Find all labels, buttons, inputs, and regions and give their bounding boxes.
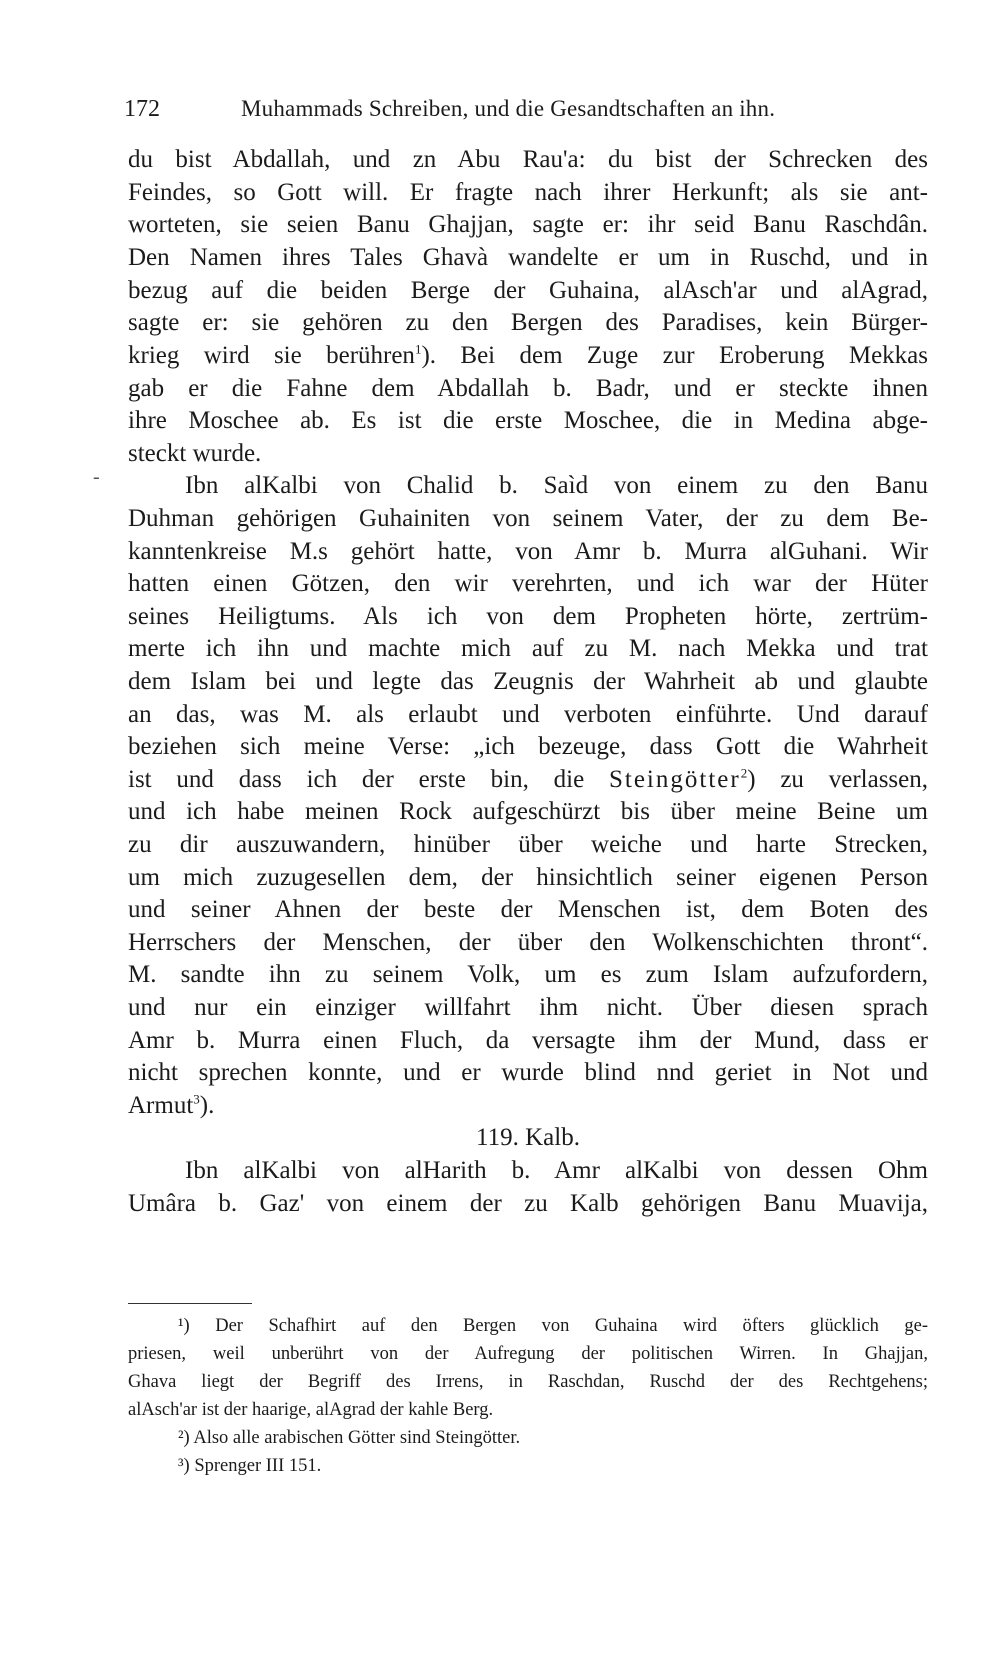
footnote-ref: 3 — [193, 1091, 200, 1107]
text-line: zu dir auszuwandern, hinüber über weiche und harte Strecken, — [128, 831, 928, 858]
text-line: worteten, sie seien Banu Ghajjan, sagte er: ihr seid Banu Raschdân. — [128, 211, 928, 238]
text-line: bezug auf die beiden Berge der Guhaina, alAsch'ar und alAgrad, — [128, 277, 928, 304]
text-line: nicht sprechen konnte, und er wurde blind nnd geriet in Not und — [128, 1059, 928, 1086]
text-segment: ist und dass ich der erste bin, die — [128, 766, 585, 793]
text-line: merte ich ihn und machte mich auf zu M. nach Mekka und trat — [128, 635, 928, 662]
text-line: Amr b. Murra einen Fluch, da versagte ihm der Mund, dass er — [128, 1027, 928, 1054]
footnote-mark: ³) — [178, 1456, 190, 1476]
text-line: kanntenkreise M.s gehört hatte, von Amr b. Murra alGuhani. Wir — [128, 538, 928, 565]
page-number: 172 — [124, 96, 160, 122]
text-segment: ). Bei dem Zuge zur Eroberung Mekkas — [421, 342, 928, 369]
text-line: du bist Abdallah, und zn Abu Rau'a: du bist der Schrecken des — [128, 146, 928, 173]
section-heading: 119. Kalb. — [476, 1124, 580, 1151]
text-line: Den Namen ihres Tales Ghavà wandelte er um in Ruschd, und in — [128, 244, 928, 271]
running-head: Muhammads Schreiben, und die Gesandtschaften an ihn. — [241, 96, 776, 121]
text-line: gab er die Fahne dem Abdallah b. Badr, und er steckte ihnen — [128, 375, 928, 402]
text-line: an das, was M. als erlaubt und verboten einführte. Und darauf — [128, 701, 928, 728]
footnote-mark: ²) — [178, 1428, 190, 1448]
footnote-text: Sprenger III 151. — [194, 1456, 322, 1476]
page-header — [124, 92, 880, 126]
text-line: Herrschers der Menschen, der über den Wolkenschichten thront“. — [128, 929, 928, 956]
text-line: dem Islam bei und legte das Zeugnis der Wahrheit ab und glaubte — [128, 668, 928, 695]
text-line — [128, 1089, 928, 1123]
text-line: und nur ein einziger willfahrt ihm nicht. Über diesen sprach — [128, 994, 928, 1021]
footnote-text: Also alle arabischen Götter sind Steingötter. — [193, 1428, 521, 1448]
text-line — [128, 339, 928, 373]
text-line: um mich zuzugesellen dem, der hinsichtlich seiner eigenen Person — [128, 864, 928, 891]
text-line: seines Heiligtums. Als ich von dem Propheten hörte, zertrüm- — [128, 603, 928, 630]
footnote-mark: ¹) — [178, 1316, 190, 1336]
text-line: und seiner Ahnen der beste der Menschen ist, dem Boten des — [128, 896, 928, 923]
footnote-line: priesen, weil unberührt von der Aufregung der politischen Wirren. In Ghajjan, — [128, 1344, 928, 1364]
text-line: ihre Moschee ab. Es ist die erste Moschee, die in Medina abge- — [128, 407, 928, 434]
text-segment: Armut — [128, 1092, 194, 1119]
text-line: Duhman gehörigen Guhainiten von seinem Vater, der zu dem Be- — [128, 505, 928, 532]
text-line: Ibn alKalbi von Chalid b. Saìd von einem zu den Banu — [185, 472, 928, 499]
text-segment: krieg wird sie berühren — [128, 342, 415, 369]
text-line: sagte er: sie gehören zu den Bergen des Paradises, kein Bürger- — [128, 309, 928, 336]
footnote-ref: 2 — [740, 765, 748, 781]
footnote-line — [178, 1452, 928, 1480]
footnote-line — [178, 1312, 928, 1340]
text-line — [128, 763, 928, 797]
margin-mark: - — [93, 466, 100, 488]
text-line: und ich habe meinen Rock aufgeschürzt bis über meine Beine um — [128, 798, 928, 825]
text-line: Ibn alKalbi von alHarith b. Amr alKalbi von dessen Ohm — [185, 1157, 928, 1184]
emphasized-word: Steingötter — [608, 766, 741, 793]
footnote-ref: 1 — [414, 341, 422, 357]
text-line: Feindes, so Gott will. Er fragte nach ihrer Herkunft; als sie ant- — [128, 179, 928, 206]
text-line: beziehen sich meine Verse: „ich bezeuge, dass Gott die Wahrheit — [128, 733, 928, 760]
text-line: hatten einen Götzen, den wir verehrten, und ich war der Hüter — [128, 570, 928, 597]
text-line: M. sandte ihn zu seinem Volk, um es zum Islam aufzufordern, — [128, 961, 928, 988]
footnote-line: Ghava liegt der Begriff des Irrens, in Raschdan, Ruschd der des Rechtgehens; — [128, 1372, 928, 1392]
footnote-text: Der Schafhirt auf den Bergen von Guhaina wird öfters glücklich ge- — [215, 1316, 929, 1336]
text-segment: ) zu verlassen, — [747, 766, 928, 793]
footnote-line — [178, 1424, 928, 1452]
text-line: steckt wurde. — [128, 440, 262, 467]
text-segment: ). — [199, 1092, 215, 1119]
footnote-line: alAsch'ar ist der haarige, alAgrad der kahle Berg. — [128, 1400, 494, 1420]
text-line: Umâra b. Gaz' von einem der zu Kalb gehörigen Banu Muavija, — [128, 1190, 928, 1217]
footnote-divider — [128, 1303, 252, 1304]
